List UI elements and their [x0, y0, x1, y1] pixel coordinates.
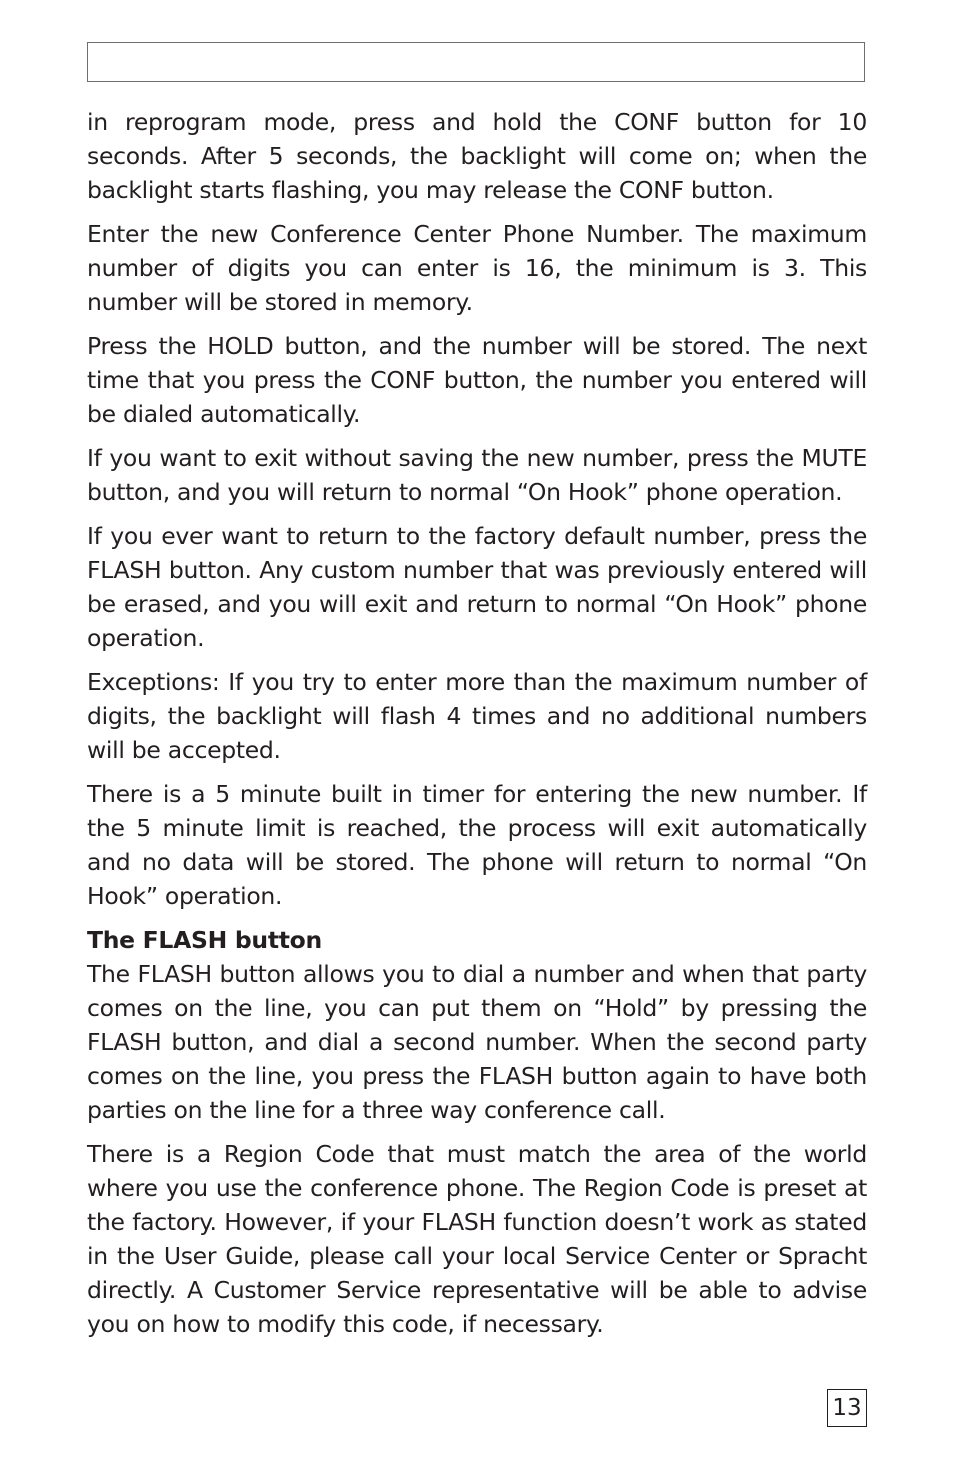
paragraph-hold-button: Press the HOLD button, and the number will be stored. The next time that you press the CONF button, the number you entered will be dialed automatically. [87, 332, 867, 428]
paragraph-exit-without-saving: If you want to exit without saving the new number, press the MUTE button, and you will return to normal “On Hook” phone operation. [87, 444, 867, 506]
paragraph-timer: There is a 5 minute built in timer for entering the new number. If the 5 minute limit is reached, the process will exit automatically and no data will be stored. The phone will return to normal “On Hook” operation. [87, 780, 867, 910]
paragraph-reprogram-mode: in reprogram mode, press and hold the CONF button for 10 seconds. After 5 seconds, the backlight will come on; when the backlight starts flashing, you may release the CONF button. [87, 108, 867, 204]
paragraph-exceptions: Exceptions: If you try to enter more than the maximum number of digits, the backlight will flash 4 times and no additional numbers will be accepted. [87, 668, 867, 764]
page-number: 13 [827, 1389, 867, 1427]
page-content [87, 105, 867, 1351]
header-box [87, 42, 865, 82]
paragraph-region-code: There is a Region Code that must match the area of the world where you use the conference phone. The Region Code is preset at the factory. However, if your FLASH function doesn’t work as stated in the User Guide, please call your local Service Center or Spracht directly. A Customer Service representative will be able to advise you on how to modify this code, if necessary. [87, 1140, 867, 1338]
paragraph-enter-number: Enter the new Conference Center Phone Number. The maximum number of digits you can enter is 16, the minimum is 3. This number will be stored in memory. [87, 220, 867, 316]
section-heading-flash-button: The FLASH button [87, 926, 322, 954]
paragraph-factory-default: If you ever want to return to the factory default number, press the FLASH button. Any custom number that was previously entered will be erased, and you will exit and return to normal “On Hook” phone operation. [87, 522, 867, 652]
paragraph-flash-description: The FLASH button allows you to dial a number and when that party comes on the line, you can put them on “Hold” by pressing the FLASH button, and dial a second number. When the second party comes on the line, you press the FLASH button again to have both parties on the line for a three way conference call. [87, 960, 867, 1124]
